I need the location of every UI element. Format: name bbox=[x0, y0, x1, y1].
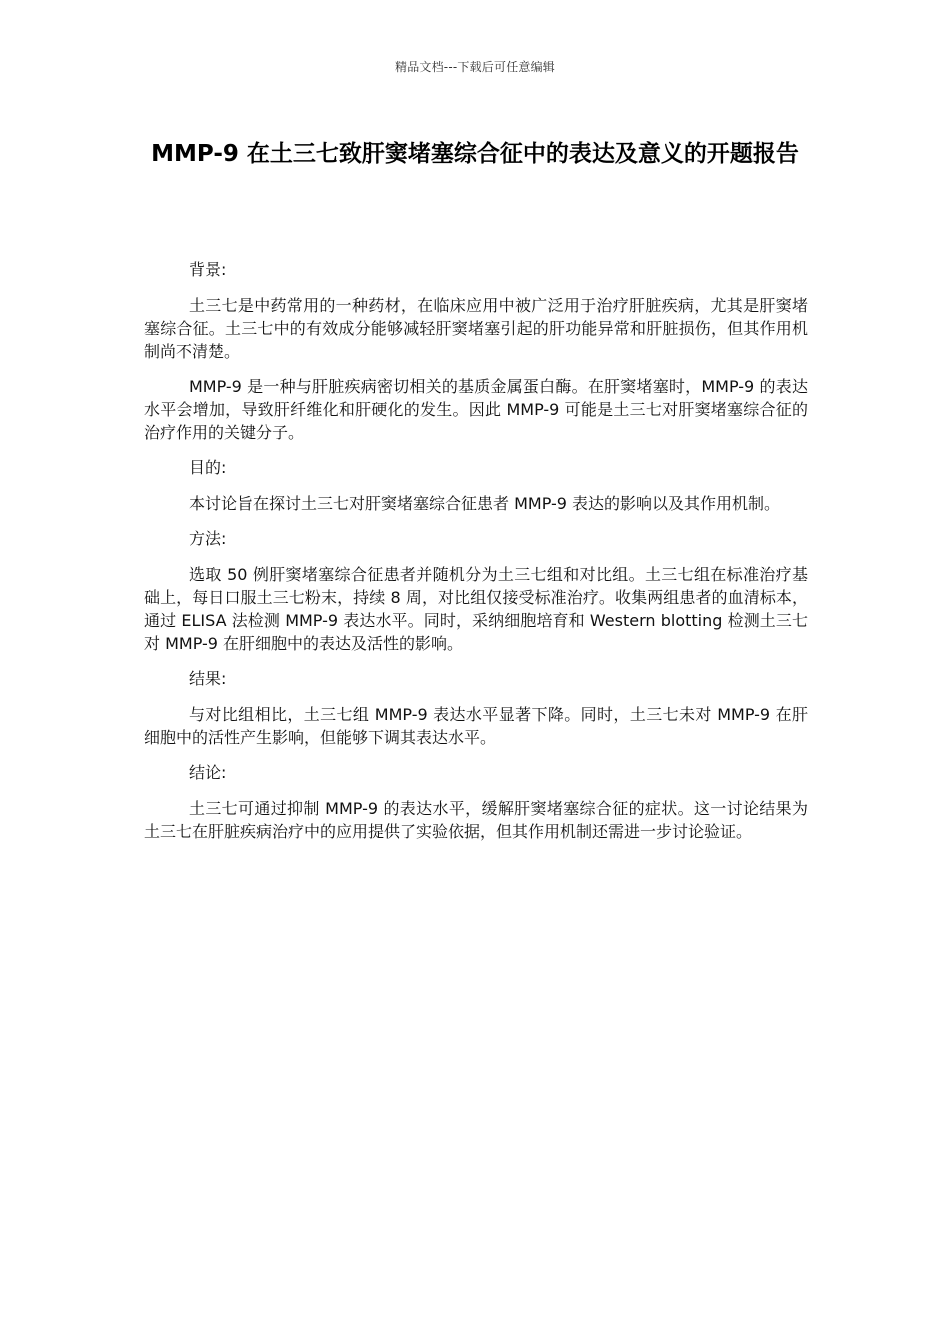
method-paragraph: 选取 50 例肝窦堵塞综合征患者并随机分为土三七组和对比组。土三七组在标准治疗基础上，每日口服土三七粉末，持续 8 周，对比组仅接受标准治疗。收集两组患者的血清标本，通过 ELISA 法检测 MMP-9 表达水平。同时，采纳细胞培育和 Western blotting 检测土三七对 MMP-9 在肝细胞中的表达及活性的影响。 bbox=[144, 565, 808, 653]
header-note: 精品文档---下载后可任意编辑 bbox=[395, 60, 555, 74]
method-heading: 方法: bbox=[189, 529, 227, 548]
conclusion-paragraph: 土三七可通过抑制 MMP-9 的表达水平，缓解肝窦堵塞综合征的症状。这一讨论结果为土三七在肝脏疾病治疗中的应用提供了实验依据，但其作用机制还需进一步讨论验证。 bbox=[144, 799, 808, 841]
document-body bbox=[144, 258, 808, 855]
purpose-heading: 目的: bbox=[189, 458, 227, 477]
background-heading: 背景: bbox=[189, 260, 227, 279]
result-heading: 结果: bbox=[189, 669, 227, 688]
conclusion-heading: 结论: bbox=[189, 763, 227, 782]
background-paragraph-1: 土三七是中药常用的一种药材，在临床应用中被广泛用于治疗肝脏疾病，尤其是肝窦堵塞综合征。土三七中的有效成分能够减轻肝窦堵塞引起的肝功能异常和肝脏损伤，但其作用机制尚不清楚。 bbox=[144, 296, 808, 361]
purpose-paragraph: 本讨论旨在探讨土三七对肝窦堵塞综合征患者 MMP-9 表达的影响以及其作用机制。 bbox=[189, 494, 781, 513]
result-paragraph: 与对比组相比，土三七组 MMP-9 表达水平显著下降。同时，土三七未对 MMP-9 在肝细胞中的活性产生影响，但能够下调其表达水平。 bbox=[144, 705, 808, 747]
background-paragraph-2: MMP-9 是一种与肝脏疾病密切相关的基质金属蛋白酶。在肝窦堵塞时，MMP-9 的表达水平会增加，导致肝纤维化和肝硬化的发生。因此 MMP-9 可能是土三七对肝窦堵塞综合征的治疗作用的关键分子。 bbox=[144, 377, 808, 442]
document-title: MMP-9 在土三七致肝窦堵塞综合征中的表达及意义的开题报告 bbox=[151, 141, 799, 167]
